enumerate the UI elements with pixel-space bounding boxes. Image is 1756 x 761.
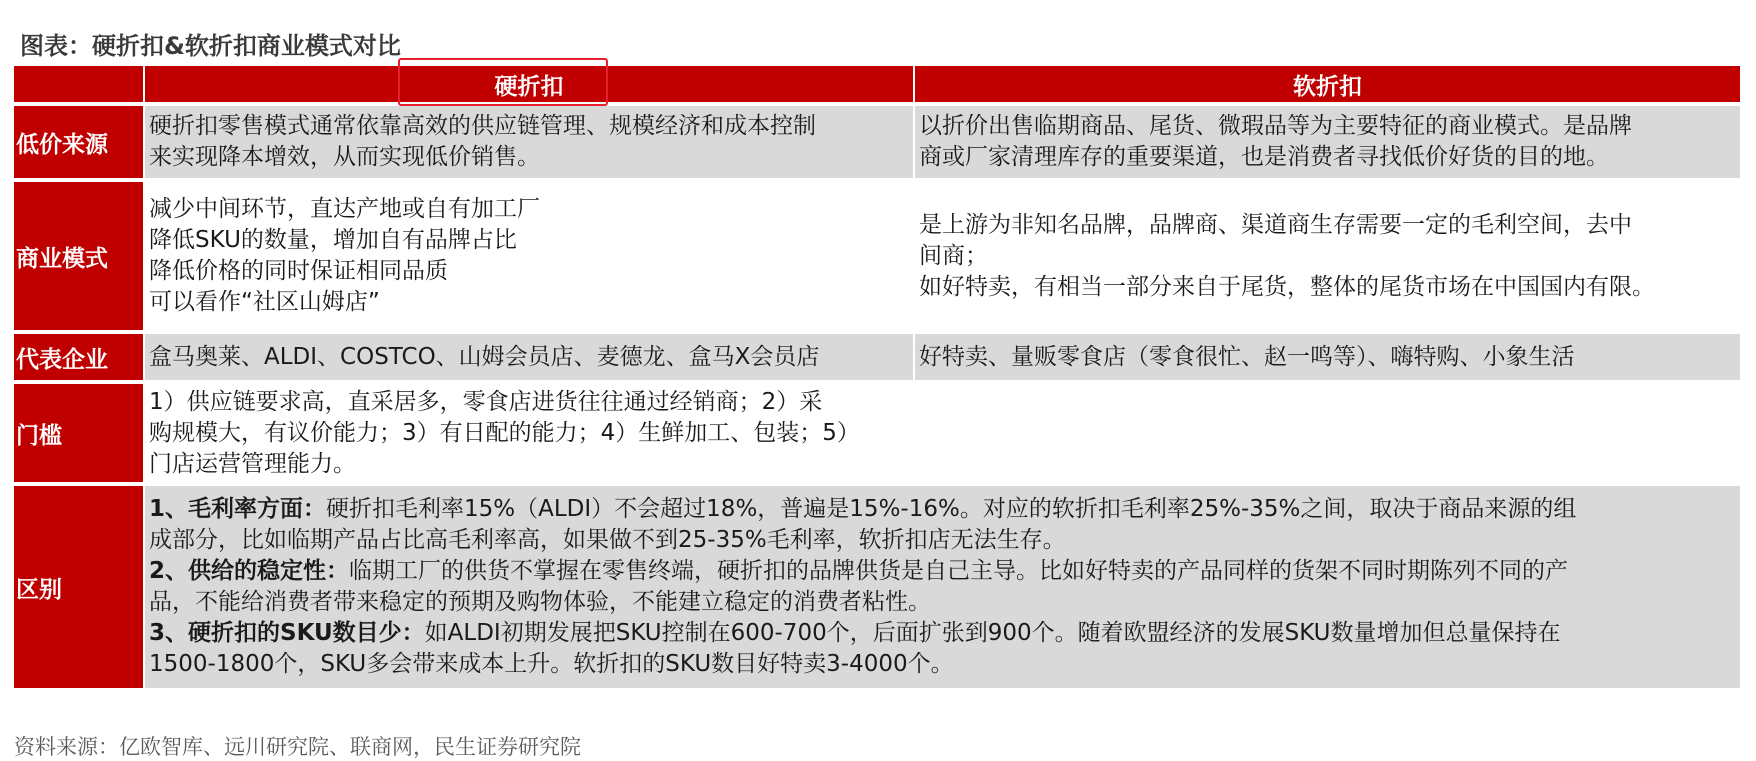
diff-heading: 1、毛利率方面：	[149, 496, 327, 522]
cell-line: 降低价格的同时保证相同品质	[149, 258, 448, 284]
cell-line: 门店运营管理能力。	[149, 450, 356, 477]
diff-line: 成部分，比如临期产品占比高毛利率高，如果做不到25-35%毛利率，软折扣店无法生存。	[149, 527, 1066, 553]
row-label: 商业模式	[14, 180, 144, 332]
diff-text: 如ALDI初期发展把SKU控制在600-700个，后面扩张到900个。随着欧盟经济的发展SKU数量增加但总量保持在	[424, 620, 1561, 646]
cell-difference	[144, 484, 1740, 688]
diff-text: 硬折扣毛利率15%（ALDI）不会超过18%，普遍是15%-16%。对应的软折扣毛利率25%-35%之间，取决于商品来源的组	[326, 496, 1577, 522]
row-label: 门槛	[14, 382, 144, 484]
diff-text: 临期工厂的供货不掌握在零售终端，硬折扣的品牌供货是自己主导。比如好特卖的产品同样的货架不同时期陈列不同的产	[349, 558, 1569, 584]
cell-line: 是上游为非知名品牌，品牌商、渠道商生存需要一定的毛利空间，去中	[919, 211, 1632, 238]
row-label: 代表企业	[14, 332, 144, 382]
cell-hard	[144, 382, 914, 484]
diff-line	[149, 556, 1736, 587]
table-row	[14, 484, 1740, 688]
diff-heading: 2、供给的稳定性：	[149, 558, 350, 584]
diff-line: 1500-1800个，SKU多会带来成本上升。软折扣的SKU数目好特卖3-4000个。	[149, 651, 954, 677]
table-row	[14, 332, 1740, 382]
cell-soft	[914, 180, 1740, 332]
cell-line: 可以看作“社区山姆店”	[149, 289, 380, 315]
cell-line: 间商；	[919, 242, 988, 269]
table-header-row	[14, 66, 1740, 104]
diff-line	[149, 618, 1736, 649]
cell-soft	[914, 104, 1740, 180]
source-note: 资料来源：亿欧智库、远川研究院、联商网，民生证券研究院	[14, 735, 581, 759]
cell-line: 购规模大，有议价能力；3）有日配的能力；4）生鲜加工、包装；5）	[149, 419, 860, 446]
table-row	[14, 104, 1740, 180]
cell-line: 降低SKU的数量，增加自有品牌占比	[149, 227, 517, 253]
cell-line: 硬折扣零售模式通常依靠高效的供应链管理、规模经济和成本控制	[149, 113, 816, 139]
header-hard-discount: 硬折扣	[144, 66, 914, 104]
table-row	[14, 180, 1740, 332]
cell-line: 来实现降本增效，从而实现低价销售。	[149, 144, 540, 170]
diff-heading: 3、硬折扣的SKU数目少：	[149, 620, 425, 646]
cell-line: 减少中间环节，直达产地或自有加工厂	[149, 196, 540, 222]
cell-soft-empty	[914, 382, 1740, 484]
cell-hard	[144, 104, 914, 180]
comparison-table	[14, 66, 1740, 688]
cell-soft	[914, 332, 1740, 382]
table-row	[14, 382, 1740, 484]
diff-line	[149, 494, 1736, 525]
cell-line: 如好特卖，有相当一部分来自于尾货，整体的尾货市场在中国国内有限。	[919, 273, 1655, 300]
header-soft-discount: 软折扣	[914, 66, 1740, 104]
cell-line: 盒马奥莱、ALDI、COSTCO、山姆会员店、麦德龙、盒马X会员店	[149, 343, 820, 370]
cell-hard	[144, 332, 914, 382]
cell-line: 好特卖、量贩零食店（零食很忙、赵一鸣等）、嗨特购、小象生活	[919, 343, 1575, 370]
diff-line: 品，不能给消费者带来稳定的预期及购物体验，不能建立稳定的消费者粘性。	[149, 589, 931, 615]
row-label: 区别	[14, 484, 144, 688]
figure-title: 图表：硬折扣&软折扣商业模式对比	[20, 32, 401, 60]
header-corner	[14, 66, 144, 104]
cell-hard	[144, 180, 914, 332]
cell-line: 以折价出售临期商品、尾货、微瑕品等为主要特征的商业模式。是品牌	[919, 113, 1632, 139]
highlight-box	[398, 58, 608, 106]
cell-line: 商或厂家清理库存的重要渠道，也是消费者寻找低价好货的目的地。	[919, 144, 1609, 170]
cell-line: 1）供应链要求高，直采居多，零食店进货往往通过经销商；2）采	[149, 388, 823, 415]
row-label: 低价来源	[14, 104, 144, 180]
